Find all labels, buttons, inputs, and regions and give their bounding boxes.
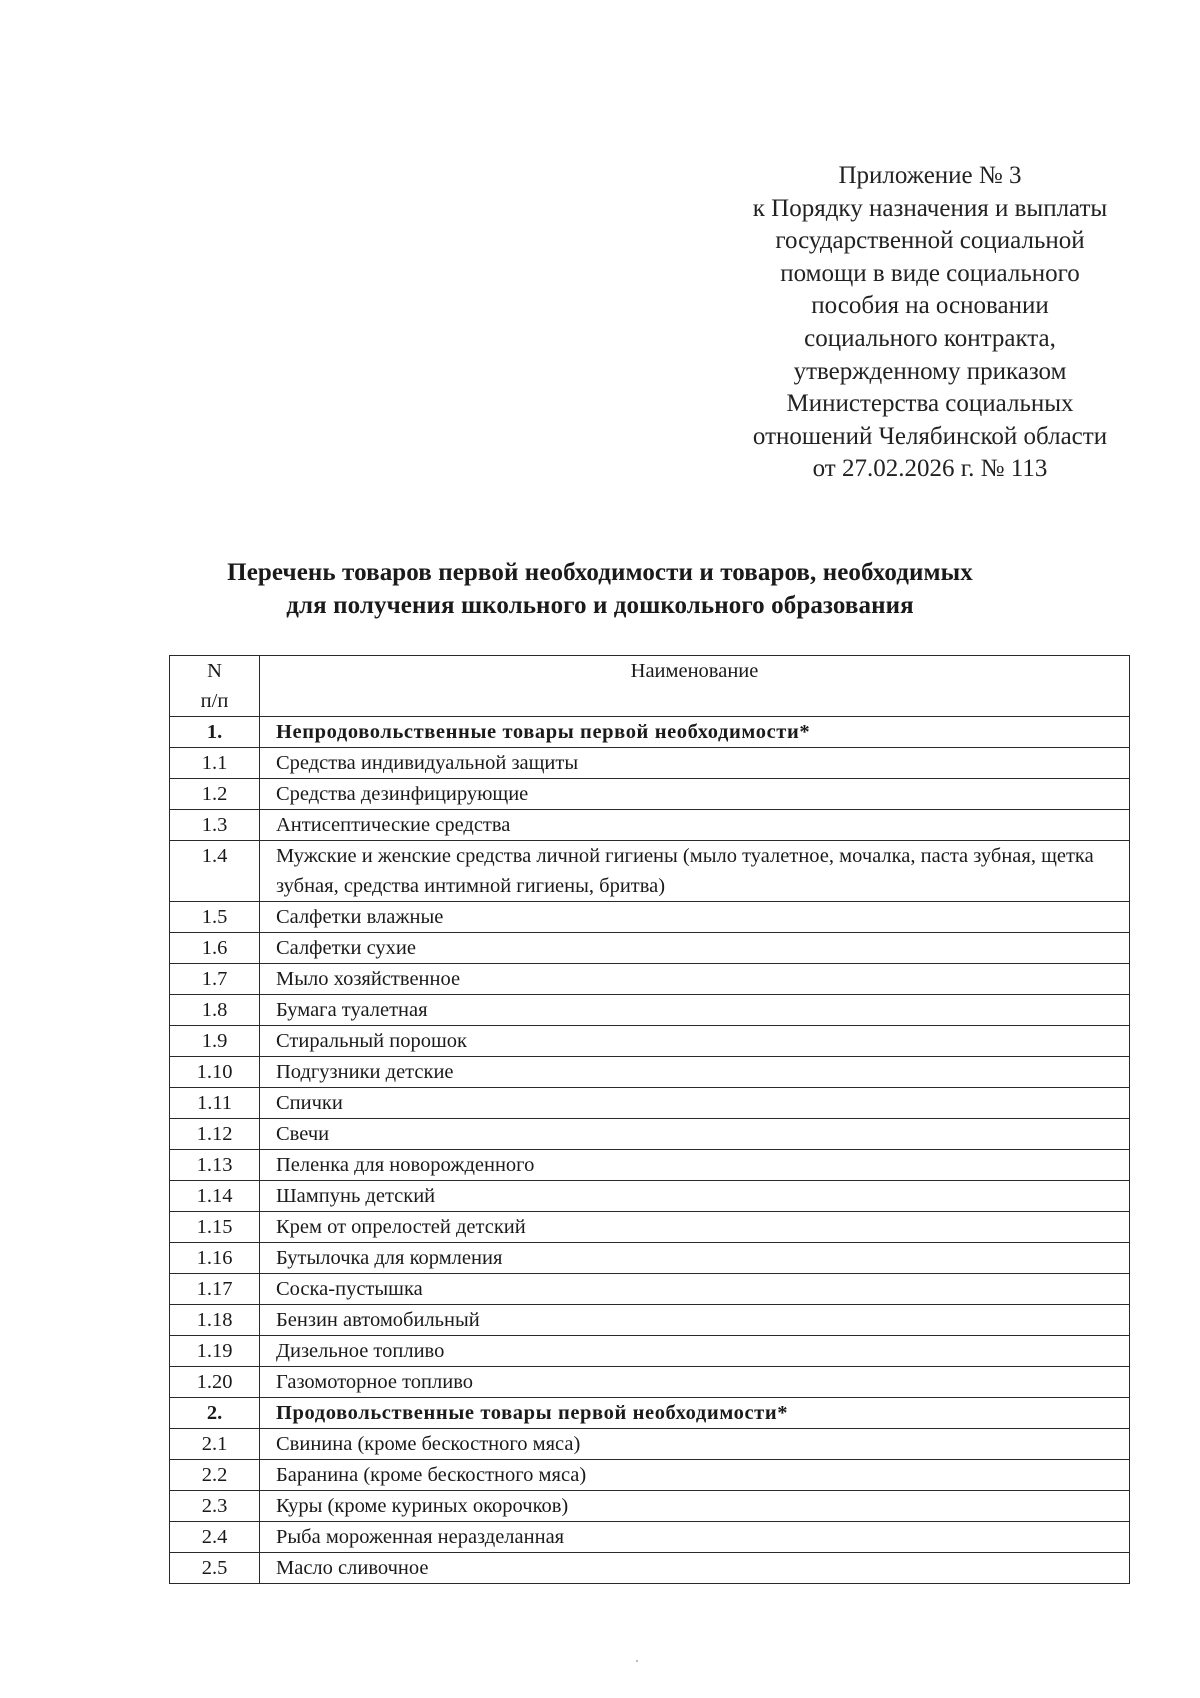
row-number: 1.3 bbox=[170, 810, 260, 841]
header-name-cell: Наименование bbox=[260, 656, 1130, 717]
row-name: Масло сливочное bbox=[260, 1553, 1130, 1584]
appendix-line: к Порядку назначения и выплаты bbox=[752, 194, 1108, 222]
table-row bbox=[170, 748, 1130, 779]
table-row bbox=[170, 1119, 1130, 1150]
appendix-line: утвержденному приказом bbox=[793, 357, 1067, 385]
header-number-cell bbox=[170, 656, 260, 717]
row-name: Антисептические средства bbox=[260, 810, 1130, 841]
table-row bbox=[170, 1460, 1130, 1491]
row-name: Рыба мороженная неразделанная bbox=[260, 1522, 1130, 1553]
title-line-2: для получения школьного и дошкольного образования bbox=[286, 592, 914, 619]
appendix-line: государственной социальной bbox=[775, 227, 1085, 255]
table-row bbox=[170, 964, 1130, 995]
row-name: Баранина (кроме бескостного мяса) bbox=[260, 1460, 1130, 1491]
row-name: Салфетки влажные bbox=[260, 902, 1130, 933]
row-name: Свечи bbox=[260, 1119, 1130, 1150]
row-name: Средства индивидуальной защиты bbox=[260, 748, 1130, 779]
table-row bbox=[170, 841, 1130, 902]
scan-speck bbox=[636, 1660, 638, 1662]
row-name: Дизельное топливо bbox=[260, 1336, 1130, 1367]
row-number: 2.5 bbox=[170, 1553, 260, 1584]
table-row bbox=[170, 995, 1130, 1026]
section-row bbox=[170, 717, 1130, 748]
table-row bbox=[170, 1243, 1130, 1274]
row-name: Куры (кроме куриных окорочков) bbox=[260, 1491, 1130, 1522]
row-name: Соска-пустышка bbox=[260, 1274, 1130, 1305]
row-number: 1.18 bbox=[170, 1305, 260, 1336]
row-number: 1.1 bbox=[170, 748, 260, 779]
table-row bbox=[170, 1088, 1130, 1119]
row-number: 1.14 bbox=[170, 1181, 260, 1212]
row-name: Шампунь детский bbox=[260, 1181, 1130, 1212]
row-name: Крем от опрелостей детский bbox=[260, 1212, 1130, 1243]
row-name: Спички bbox=[260, 1088, 1130, 1119]
row-name: Газомоторное топливо bbox=[260, 1367, 1130, 1398]
table-row bbox=[170, 1212, 1130, 1243]
table-row bbox=[170, 1522, 1130, 1553]
row-name: Бутылочка для кормления bbox=[260, 1243, 1130, 1274]
table-row bbox=[170, 1429, 1130, 1460]
row-number: 1.4 bbox=[170, 841, 260, 902]
row-name: Подгузники детские bbox=[260, 1057, 1130, 1088]
row-name: Свинина (кроме бескостного мяса) bbox=[260, 1429, 1130, 1460]
row-number: 2.2 bbox=[170, 1460, 260, 1491]
row-name: Продовольственные товары первой необходимости* bbox=[260, 1398, 1130, 1429]
row-number: 2.1 bbox=[170, 1429, 260, 1460]
row-number: 1. bbox=[170, 717, 260, 748]
row-number: 1.6 bbox=[170, 933, 260, 964]
document-title bbox=[0, 556, 1200, 622]
appendix-line: Приложение № 3 bbox=[838, 162, 1022, 189]
appendix-line: от 27.02.2026 г. № 113 bbox=[812, 455, 1048, 483]
header-number-line1: N bbox=[207, 660, 222, 682]
row-number: 1.17 bbox=[170, 1274, 260, 1305]
table-row bbox=[170, 779, 1130, 810]
table-body bbox=[170, 717, 1130, 1584]
table-row bbox=[170, 1491, 1130, 1522]
row-number: 1.9 bbox=[170, 1026, 260, 1057]
row-number: 1.13 bbox=[170, 1150, 260, 1181]
row-name: Мужские и женские средства личной гигиены (мыло туалетное, мочалка, паста зубная, щетка зубная, средства интимной гигиены, бритва) bbox=[260, 841, 1130, 902]
row-name: Средства дезинфицирующие bbox=[260, 779, 1130, 810]
row-number: 1.19 bbox=[170, 1336, 260, 1367]
row-name: Бумага туалетная bbox=[260, 995, 1130, 1026]
table-row bbox=[170, 933, 1130, 964]
table-row bbox=[170, 810, 1130, 841]
row-number: 1.11 bbox=[170, 1088, 260, 1119]
row-name: Стиральный порошок bbox=[260, 1026, 1130, 1057]
appendix-line: Министерства социальных bbox=[786, 390, 1074, 418]
appendix-block bbox=[710, 160, 1150, 486]
row-number: 1.2 bbox=[170, 779, 260, 810]
row-number: 1.5 bbox=[170, 902, 260, 933]
appendix-line: социального контракта, bbox=[804, 324, 1056, 352]
table-row bbox=[170, 1057, 1130, 1088]
row-number: 1.15 bbox=[170, 1212, 260, 1243]
row-name: Пеленка для новорожденного bbox=[260, 1150, 1130, 1181]
row-number: 1.16 bbox=[170, 1243, 260, 1274]
goods-table bbox=[169, 655, 1130, 1584]
table-row bbox=[170, 1150, 1130, 1181]
row-number: 2.4 bbox=[170, 1522, 260, 1553]
row-number: 1.12 bbox=[170, 1119, 260, 1150]
appendix-line: отношений Челябинской области bbox=[752, 422, 1108, 450]
row-number: 2. bbox=[170, 1398, 260, 1429]
section-row bbox=[170, 1398, 1130, 1429]
table-header-row bbox=[170, 656, 1130, 717]
row-number: 1.8 bbox=[170, 995, 260, 1026]
table-row bbox=[170, 902, 1130, 933]
table-row bbox=[170, 1274, 1130, 1305]
row-name: Бензин автомобильный bbox=[260, 1305, 1130, 1336]
header-number-line2: п/п bbox=[200, 690, 229, 712]
table-row bbox=[170, 1026, 1130, 1057]
title-line-1: Перечень товаров первой необходимости и товаров, необходимых bbox=[227, 559, 973, 586]
table-row bbox=[170, 1181, 1130, 1212]
row-name: Салфетки сухие bbox=[260, 933, 1130, 964]
appendix-line: помощи в виде социального bbox=[780, 259, 1080, 287]
row-number: 2.3 bbox=[170, 1491, 260, 1522]
table-row bbox=[170, 1305, 1130, 1336]
appendix-line: пособия на основании bbox=[811, 292, 1049, 320]
table-row bbox=[170, 1336, 1130, 1367]
row-name: Непродовольственные товары первой необходимости* bbox=[260, 717, 1130, 748]
row-number: 1.7 bbox=[170, 964, 260, 995]
table-row bbox=[170, 1553, 1130, 1584]
row-name: Мыло хозяйственное bbox=[260, 964, 1130, 995]
row-number: 1.10 bbox=[170, 1057, 260, 1088]
row-number: 1.20 bbox=[170, 1367, 260, 1398]
table-row bbox=[170, 1367, 1130, 1398]
